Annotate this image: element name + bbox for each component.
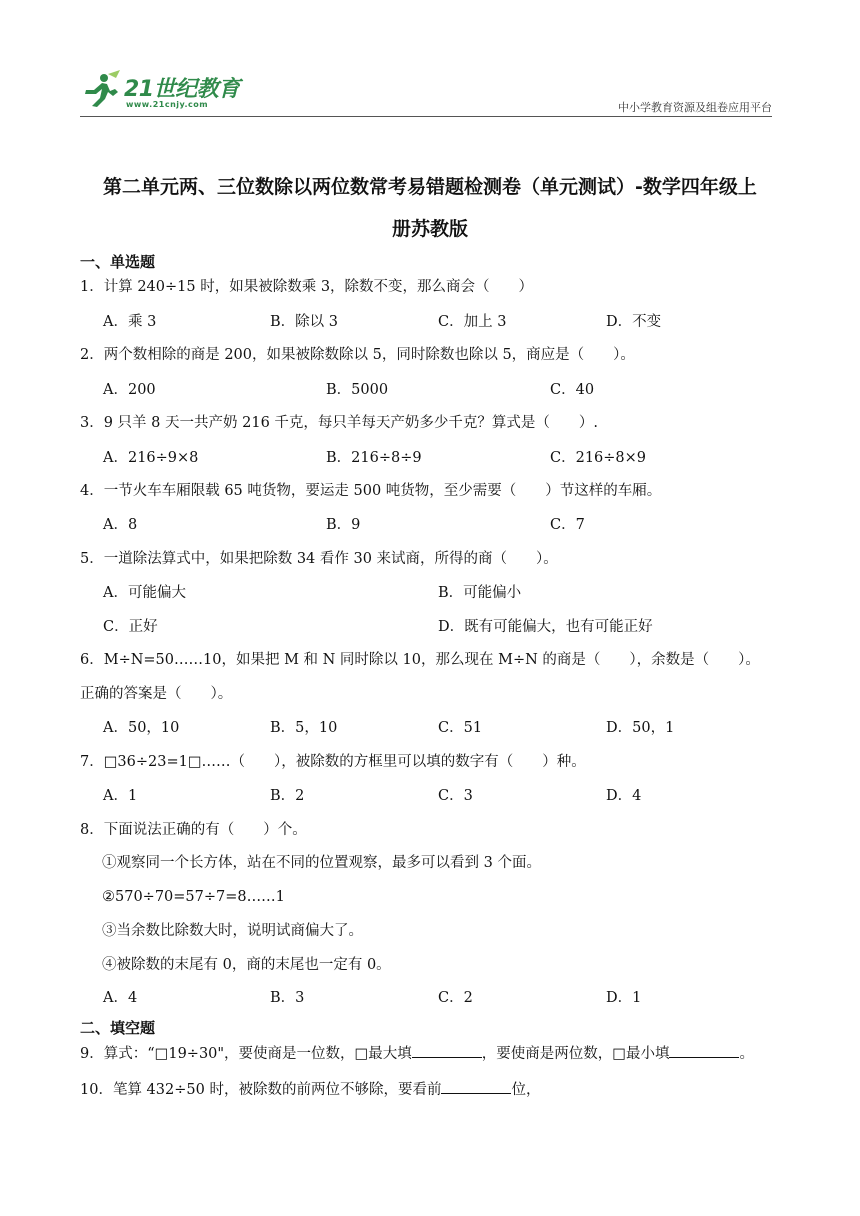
logo-text: 21世纪教育 xyxy=(124,77,240,102)
option-5b[interactable]: B．可能偏小 xyxy=(438,585,522,601)
option-2c[interactable]: C．40 xyxy=(550,382,595,398)
statement-2: ②570÷70=57÷7=8……1 xyxy=(102,889,285,905)
option-2a[interactable]: A．200 xyxy=(103,382,156,398)
option-7a[interactable]: A．1 xyxy=(103,788,138,804)
option-8c[interactable]: C．2 xyxy=(438,990,473,1006)
answer-blank[interactable] xyxy=(412,1043,482,1058)
option-5c[interactable]: C．正好 xyxy=(103,619,158,635)
option-8d[interactable]: D．1 xyxy=(606,990,642,1006)
option-1c[interactable]: C．加上 3 xyxy=(438,314,507,330)
question-6: 6．M÷N=50……10，如果把 M 和 N 同时除以 10，那么现在 M÷N 的商是（ ），余数是（ ）。 xyxy=(80,652,760,668)
question-10-part-b: 位， xyxy=(511,1082,541,1098)
option-1a[interactable]: A．乘 3 xyxy=(103,314,157,330)
option-6d[interactable]: D．50，1 xyxy=(606,720,675,736)
option-4c[interactable]: C．7 xyxy=(550,517,585,533)
answer-blank[interactable] xyxy=(669,1043,739,1058)
question-9-part-b: ，要使商是两位数，□最小填 xyxy=(481,1046,670,1062)
question-3: 3．9 只羊 8 天一共产奶 216 千克，每只羊每天产奶多少千克？算式是（ ）. xyxy=(80,415,599,431)
question-8: 8．下面说法正确的有（ ）个。 xyxy=(80,822,307,838)
option-7d[interactable]: D．4 xyxy=(606,788,642,804)
option-1b[interactable]: B．除以 3 xyxy=(270,314,338,330)
option-7b[interactable]: B．2 xyxy=(270,788,305,804)
answer-blank[interactable] xyxy=(441,1079,511,1094)
option-5d[interactable]: D．既有可能偏大，也有可能正好 xyxy=(438,619,653,635)
option-4a[interactable]: A．8 xyxy=(103,517,138,533)
section-heading-single-choice: 一、单选题 xyxy=(80,253,156,271)
option-3b[interactable]: B．216÷8÷9 xyxy=(326,450,422,466)
option-1d[interactable]: D．不变 xyxy=(606,314,662,330)
question-9 xyxy=(80,1043,754,1064)
statement-4: ④被除数的末尾有 0，商的末尾也一定有 0。 xyxy=(102,957,391,973)
option-6b[interactable]: B．5，10 xyxy=(270,720,338,736)
page-title-continued: 册苏教版 xyxy=(391,218,468,240)
question-10 xyxy=(80,1079,540,1100)
option-3a[interactable]: A．216÷9×8 xyxy=(103,450,199,466)
statement-3: ③当余数比除数大时，说明试商偏大了。 xyxy=(102,923,363,939)
question-10-part-a: 10．笔算 432÷50 时，被除数的前两位不够除，要看前 xyxy=(80,1082,442,1098)
option-7c[interactable]: C．3 xyxy=(438,788,473,804)
statement-1: ①观察同一个长方体，站在不同的位置观察，最多可以看到 3 个面。 xyxy=(102,855,541,871)
header-divider xyxy=(80,116,772,117)
option-3c[interactable]: C．216÷8×9 xyxy=(550,450,647,466)
page-header xyxy=(80,66,772,116)
question-6-continued: 正确的答案是（ ）。 xyxy=(80,686,233,702)
option-2b[interactable]: B．5000 xyxy=(326,382,389,398)
page-title: 第二单元两、三位数除以两位数常考易错题检测卷（单元测试）-数学四年级上 xyxy=(103,176,757,198)
platform-label: 中小学教育资源及组卷应用平台 xyxy=(618,101,772,114)
runner-logo-icon xyxy=(80,68,126,108)
option-4b[interactable]: B．9 xyxy=(326,517,361,533)
question-9-part-a: 9．算式：“□19÷30"，要使商是一位数，□最大填 xyxy=(80,1046,412,1062)
question-7: 7．□36÷23=1□……（ ），被除数的方框里可以填的数字有（ ）种。 xyxy=(80,754,586,770)
section-heading-fill-in: 二、填空题 xyxy=(80,1019,156,1037)
option-8a[interactable]: A．4 xyxy=(103,990,138,1006)
option-6a[interactable]: A．50，10 xyxy=(103,720,180,736)
logo-url: www.21cnjy.com xyxy=(126,100,209,109)
option-8b[interactable]: B．3 xyxy=(270,990,305,1006)
brand-logo xyxy=(80,66,250,116)
question-4: 4．一节火车车厢限载 65 吨货物，要运走 500 吨货物，至少需要（ ）节这样的车厢。 xyxy=(80,483,662,499)
question-5: 5．一道除法算式中，如果把除数 34 看作 30 来试商，所得的商（ ）。 xyxy=(80,551,558,567)
option-6c[interactable]: C．51 xyxy=(438,720,483,736)
option-5a[interactable]: A．可能偏大 xyxy=(103,585,186,601)
question-1: 1．计算 240÷15 时，如果被除数乘 3，除数不变，那么商会（ ） xyxy=(80,279,534,295)
question-9-part-c: 。 xyxy=(739,1046,754,1062)
question-2: 2．两个数相除的商是 200，如果被除数除以 5，同时除数也除以 5，商应是（ ）。 xyxy=(80,347,635,363)
